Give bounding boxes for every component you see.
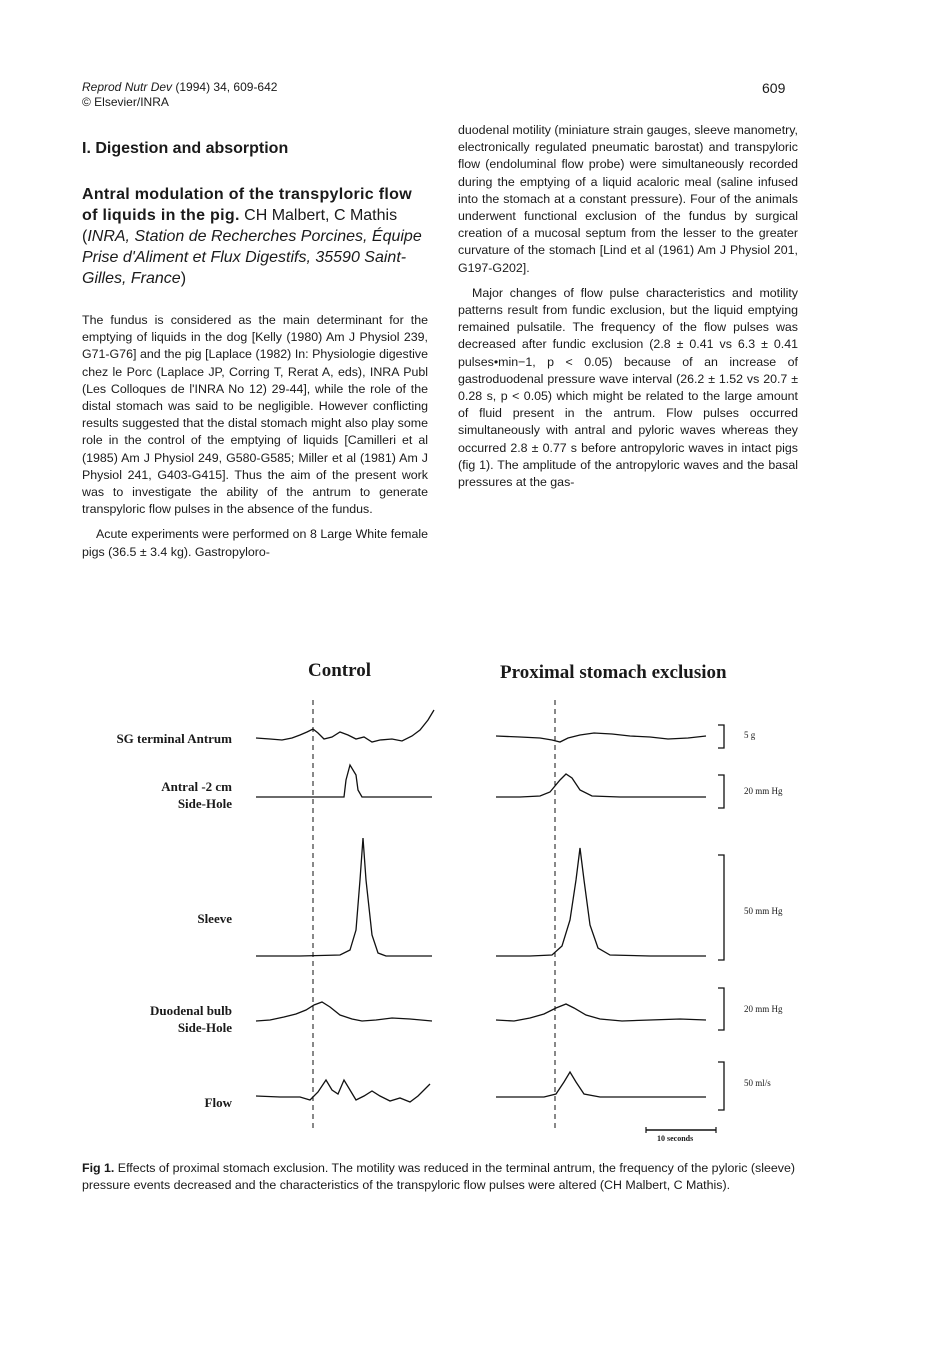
scale-label-antral: 20 mm Hg (744, 786, 783, 796)
trace-label-line: Antral -2 cm (161, 779, 232, 794)
trace-label-line: Side-Hole (177, 796, 232, 811)
scale-label-5g: 5 g (744, 730, 756, 740)
pressure-traces-figure (0, 690, 930, 1150)
scale-label-sleeve: 50 mm Hg (744, 906, 783, 916)
scale-bracket-duodenal (718, 988, 724, 1030)
exclusion-trace-antrum (496, 733, 706, 742)
journal-citation (82, 80, 277, 95)
right-paragraph-1: duodenal motility (miniature strain gauges, sleeve manometry, electronically regulated pneumatic barostat) and transpyloric flow (endoluminal flow probe) were simultaneously recorded during the emptying of a liquid acaloric meal (saline infused into the stomach at a constant pressure). Four of the animals underwent functional exclusion of the fundus by surgical creation of a mucosal septum from the lesser to the greater curvature of the stomach [Lind et al (1961) Am J Physiol 201, G197-G202]. (458, 123, 798, 275)
exclusion-trace-antral (496, 774, 706, 797)
journal-name: Reprod Nutr Dev (82, 80, 173, 94)
article-authors: CH Malbert, C Mathis ( (82, 207, 398, 245)
exclusion-trace-flow (496, 1072, 706, 1097)
article-affiliation: INRA, Station de Recherches Porcines, Équipe Prise d'Aliment et Flux Digestifs, 35590 Saint-Gilles, France (82, 228, 422, 287)
figure-title-exclusion: Proximal stomach exclusion (500, 662, 727, 683)
figure-caption (82, 1160, 802, 1194)
control-trace-antral (256, 765, 432, 797)
page-number: 609 (762, 80, 786, 96)
article-title-block (82, 184, 428, 289)
copyright-line: © Elsevier/INRA (82, 95, 169, 109)
control-trace-sleeve (256, 838, 432, 956)
scale-bracket-flow (718, 1062, 724, 1110)
trace-label-line: Side-Hole (177, 1020, 232, 1035)
trace-label-line: SG terminal Antrum (116, 731, 232, 746)
right-column (458, 122, 798, 499)
right-paragraph-2: Major changes of flow pulse characteristics and motility patterns result from fundic exclusion, but the liquid emptying remained pulsatile. The frequency of the flow pulses was decreased after fundic exclusion (2.8 ± 0.41 vs 6.3 ± 0.41 pulses•min−1, p < 0.05) because of an increase of gastroduodenal pressure wave interval (26.2 ± 1.52 vs 20.7 ± 0.28 s, p < 0.05) which might be related to the large amount of fluid present in the antrum. Flow pulses occurred simultaneously with antral and pyloric waves whereas they occurred 2.8 ± 0.77 s before antropyloric waves in intact pigs (fig 1). The amplitude of the antropyloric waves and the basal pressures at the gas- (458, 285, 798, 490)
trace-label-line: Duodenal bulb (149, 1003, 232, 1018)
scale-label-duodenal: 20 mm Hg (744, 1004, 783, 1014)
trace-label-line: Sleeve (197, 911, 232, 926)
scale-label-flow: 50 ml/s (744, 1078, 771, 1088)
article-title: Antral modulation of the transpyloric flow of liquids in the pig. (82, 186, 412, 224)
left-paragraph-2: Acute experiments were performed on 8 Large White female pigs (36.5 ± 3.4 kg). Gastropyloro- (82, 527, 428, 559)
scale-bracket-sleeve (718, 855, 724, 960)
caption-text: Effects of proximal stomach exclusion. The motility was reduced in the terminal antrum, the frequency of the pyloric (sleeve) pressure events decreased and the characteristics of the transpyloric flow pulses were altered (CH Malbert, C Mathis). (82, 1161, 796, 1192)
time-scale-label: 10 seconds (657, 1134, 694, 1143)
left-paragraph-1: The fundus is considered as the main determinant for the emptying of liquids in the dog [Kelly (1980) Am J Physiol 239, G71-G76] and the pig [Laplace (1982) In: Physiologie digestive chez le Porc (Laplace JP, Corring T, Rerat A, eds), INRA Publ (Les Colloques de l'INRA No 12) 29-44], while the role of the distal stomach was said to be negligible. However conflicting results suggested that the distal stomach might also play some role in the control of the emptying of liquids [Camilleri et al (1985) Am J Physiol 249, G580-G585; Miller et al (1981) Am J Physiol 241, G403-G415]. Thus the aim of the present work was to investigate the ability of the antrum to generate transpyloric flow pulses in the absence of the fundus. (82, 313, 428, 517)
control-trace-flow (256, 1080, 430, 1102)
control-trace-antrum (256, 710, 434, 742)
scale-bracket-antral (718, 775, 724, 808)
scale-bracket-5g (718, 725, 724, 748)
figure-title-control: Control (308, 660, 371, 681)
exclusion-trace-duodenal (496, 1004, 706, 1021)
journal-volume: (1994) 34, 609-642 (172, 80, 278, 94)
caption-label: Fig 1. (82, 1161, 115, 1175)
exclusion-trace-sleeve (496, 848, 706, 956)
section-heading: I. Digestion and absorption (82, 140, 289, 157)
trace-label-line: Flow (204, 1095, 232, 1110)
control-trace-duodenal (256, 1002, 432, 1021)
affiliation-close: ) (180, 270, 187, 287)
left-column (82, 312, 428, 569)
